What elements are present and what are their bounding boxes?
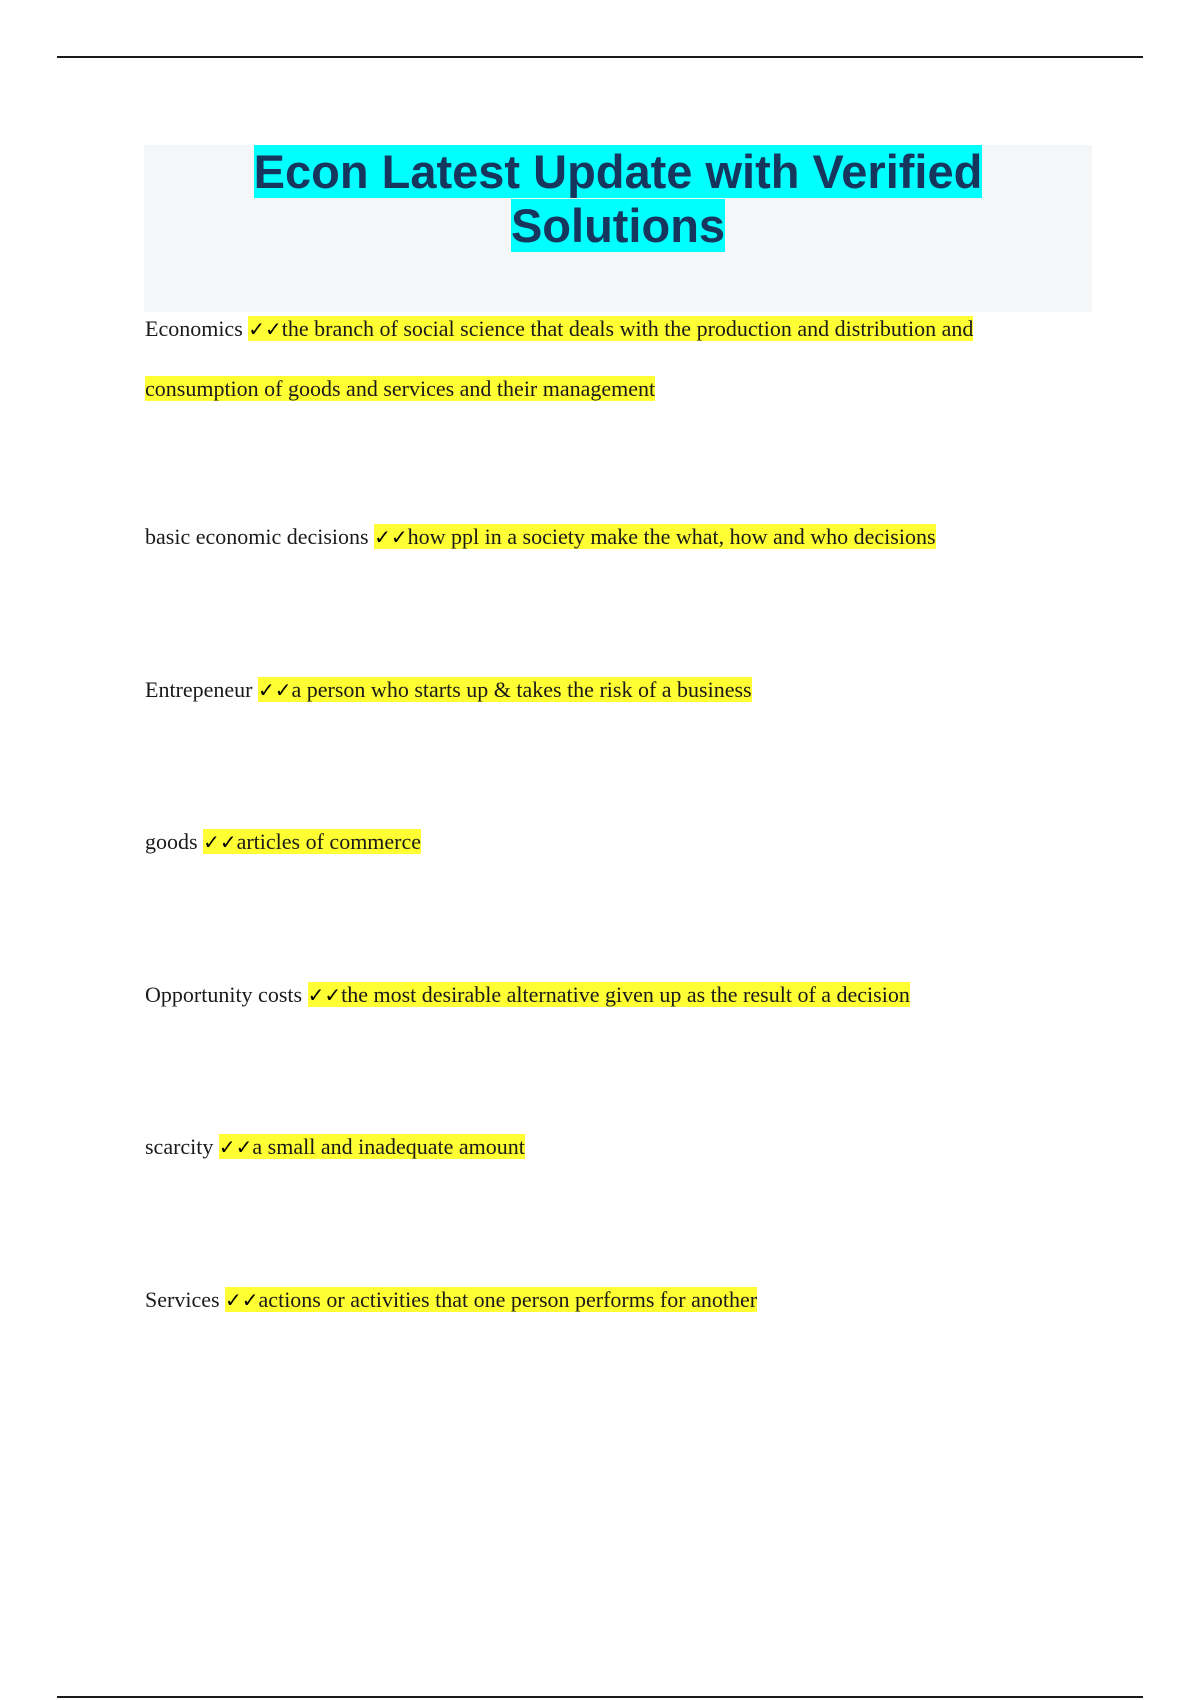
entry-term: goods: [145, 829, 198, 854]
entry-term: Entrepeneur: [145, 677, 253, 702]
double-check-icon: ✓✓: [218, 1135, 253, 1159]
entry-definition: ✓✓articles of commerce: [203, 829, 422, 854]
double-check-icon: ✓✓: [307, 983, 342, 1007]
entry-definition: ✓✓the most desirable alternative given up as the result of a decision: [307, 982, 910, 1007]
entry-definition: ✓✓actions or activities that one person performs for another: [225, 1287, 758, 1312]
double-check-icon: ✓✓: [374, 525, 408, 549]
entry-definition: ✓✓a person who starts up & takes the risk of a business: [258, 677, 752, 702]
entry-term: basic economic decisions: [145, 524, 369, 549]
entry-scarcity: [145, 1117, 1085, 1177]
document-title-line-2: Solutions: [510, 199, 726, 252]
entry-term: Opportunity costs: [145, 982, 303, 1007]
double-check-icon: ✓✓: [225, 1288, 259, 1312]
entry-opportunity-costs: [145, 965, 1085, 1025]
entry-services: [145, 1270, 1085, 1330]
entry-entrepeneur: [145, 660, 1085, 720]
entry-term: Services: [145, 1287, 220, 1312]
bottom-rule: [57, 1696, 1143, 1698]
entry-term: Economics: [145, 316, 243, 341]
double-check-icon: ✓✓: [203, 830, 237, 854]
entry-definition: ✓✓the branch of social science that deals with the production and distribution and consumption of goods and services and their management: [145, 316, 974, 401]
entry-term: scarcity: [145, 1134, 214, 1159]
entry-definition: ✓✓how ppl in a society make the what, how and who decisions: [374, 524, 936, 549]
entry-economics: [145, 299, 1085, 419]
title-block: [144, 145, 1092, 312]
entry-basic-economic-decisions: [145, 507, 1085, 567]
entry-definition: ✓✓a small and inadequate amount: [218, 1134, 525, 1159]
double-check-icon: ✓✓: [258, 678, 292, 702]
double-check-icon: ✓✓: [248, 317, 282, 341]
top-rule: [57, 56, 1143, 58]
entry-goods: [145, 812, 1085, 872]
document-title-line-1: Econ Latest Update with Verified: [253, 145, 983, 198]
